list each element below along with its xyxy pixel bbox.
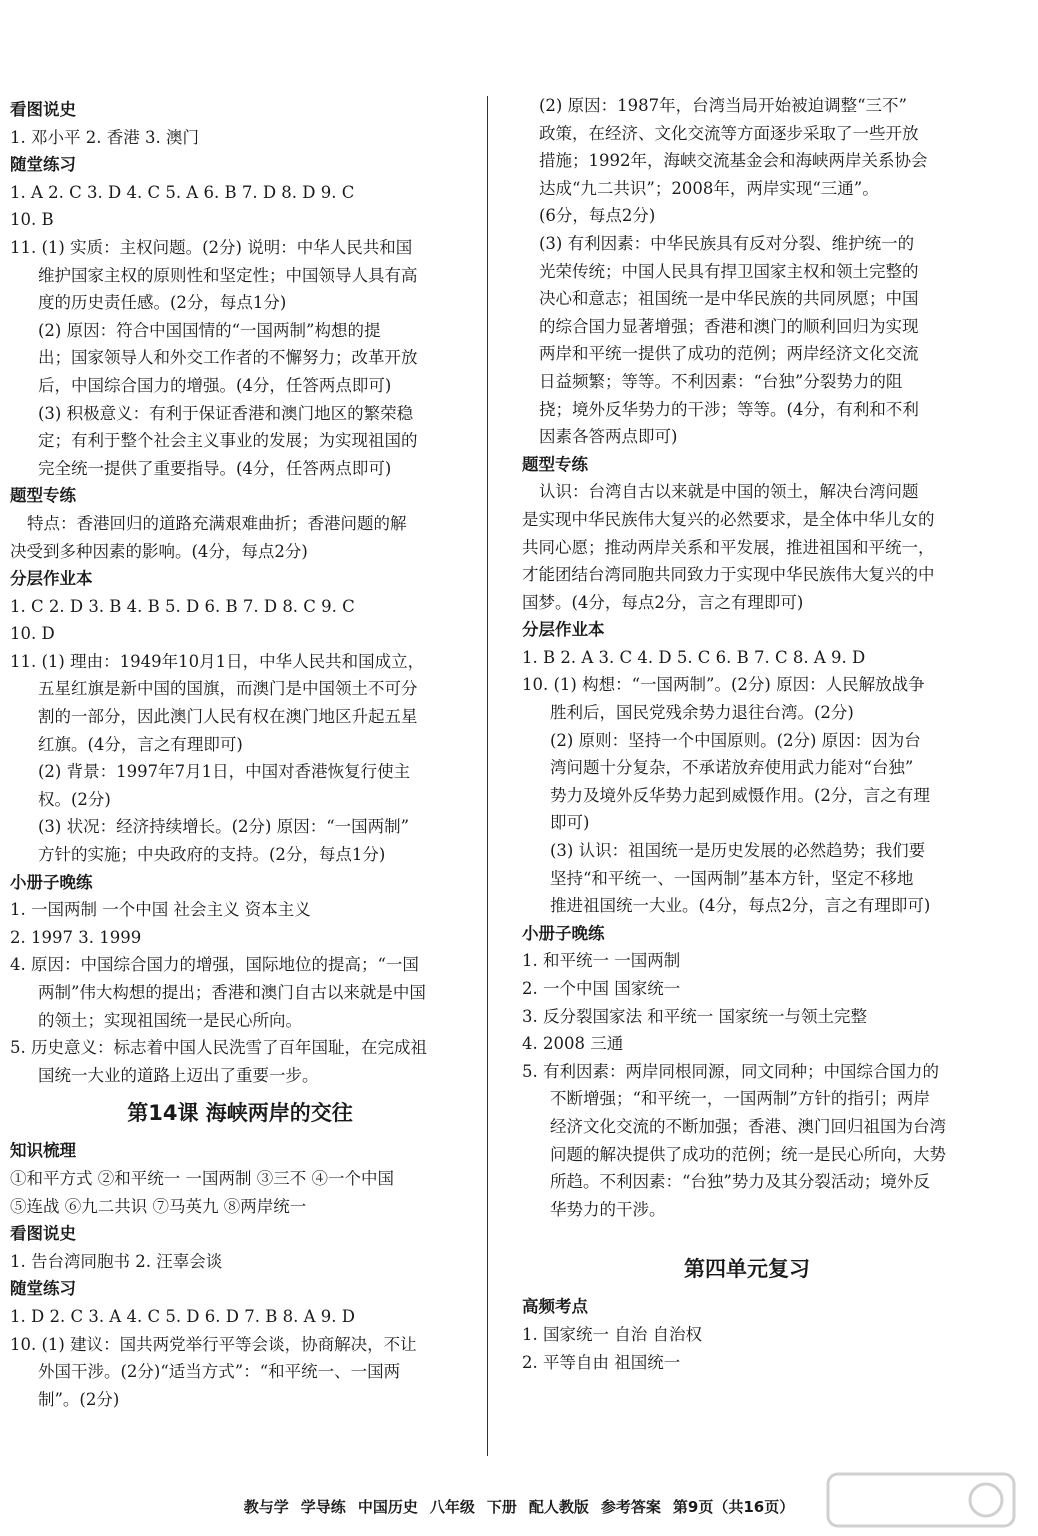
text-line: 10. B	[10, 210, 54, 230]
text-line: 推进祖国统一大业。(4分，每点2分，言之有理即可)	[550, 896, 931, 916]
text-line: 10. (1) 构想：“一国两制”。(2分) 原因：人民解放战争	[522, 675, 925, 695]
text-line: 10. D	[10, 624, 55, 644]
text-line: 1. B 2. A 3. C 4. D 5. C 6. B 7. C 8. A 9. D	[522, 647, 866, 667]
text-line: 1. A 2. C 3. D 4. C 5. A 6. B 7. D 8. D 9. C	[10, 182, 355, 202]
section-heading: 高频考点	[522, 1297, 588, 1317]
text-line: 后，中国综合国力的增强。(4分，任答两点即可)	[38, 375, 392, 395]
text-line: 4. 2008 三通	[522, 1034, 624, 1054]
text-line: 特点：香港回归的道路充满艰难曲折；香港问题的解	[27, 513, 407, 533]
left-column	[10, 96, 470, 1413]
text-line: 五星红旗是新中国的国旗，而澳门是中国领土不可分	[38, 679, 418, 699]
text-line: 是实现中华民族伟大复兴的必然要求，是全体中华儿女的	[522, 509, 935, 529]
text-line: (6分，每点2分)	[539, 206, 656, 226]
text-line: 4. 原因：中国综合国力的增强，国际地位的提高；“一国	[10, 955, 419, 975]
footer-item: 下册	[486, 1498, 517, 1516]
text-line: ⑤连战 ⑥九二共识 ⑦马英九 ⑧两岸统一	[10, 1196, 307, 1216]
right-column	[522, 92, 972, 1376]
text-line: 5. 有利因素：两岸同根同源，同文同种；中国综合国力的	[522, 1061, 939, 1081]
text-line: 湾问题十分复杂，不承诺放弃使用武力能对“台独”	[550, 758, 914, 778]
text-line: (3) 认识：祖国统一是历史发展的必然趋势；我们要	[550, 841, 926, 861]
footer-item: 配人教版	[528, 1498, 589, 1516]
text-line: 势力及境外反华势力起到威慑作用。(2分，言之有理	[550, 785, 930, 805]
text-line: 1. 告台湾同胞书 2. 汪辜会谈	[10, 1251, 223, 1271]
text-line: 国梦。(4分，每点2分，言之有理即可)	[522, 592, 804, 612]
text-line: 华势力的干涉。	[550, 1199, 666, 1219]
text-line: 割的一部分，因此澳门人民有权在澳门地区升起五星	[38, 707, 418, 727]
section-heading: 看图说史	[10, 100, 76, 119]
text-line: 达成“九二共识”；2008年，两岸实现“三通”。	[539, 178, 879, 198]
text-line: 5. 历史意义：标志着中国人民洗雪了百年国耻，在完成祖	[10, 1038, 427, 1058]
text-line: ①和平方式 ②和平统一 一国两制 ③三不 ④一个中国	[10, 1168, 394, 1188]
text-line: 坚持“和平统一、一国两制”基本方针，坚定不移地	[550, 868, 914, 888]
text-line: 胜利后，国民党残余势力退往台湾。(2分)	[550, 703, 854, 723]
text-line: 外国干涉。(2分)“适当方式”：“和平统一、一国两	[38, 1362, 401, 1382]
text-line: 11. (1) 理由：1949年10月1日，中华人民共和国成立，	[10, 651, 425, 671]
footer-item: 学导练	[300, 1498, 346, 1516]
text-line: 不断增强；“和平统一，一国两制”方针的指引；两岸	[550, 1089, 930, 1109]
text-line: 光荣传统；中国人民具有捍卫国家主权和领土完整的	[539, 261, 919, 281]
text-line: 措施；1992年，海峡交流基金会和海峡两岸关系协会	[539, 151, 928, 171]
text-line: 权。(2分)	[38, 789, 111, 809]
text-line: 方针的实施；中央政府的支持。(2分，每点1分)	[38, 845, 386, 865]
section-heading: 随堂练习	[10, 1279, 76, 1299]
footer-item: 第9页（共16页）	[672, 1498, 795, 1516]
text-line: 1. 国家统一 自治 自治权	[522, 1324, 702, 1344]
footer-item: 参考答案	[600, 1498, 661, 1516]
section-heading: 知识梳理	[10, 1141, 76, 1161]
text-line	[522, 1223, 972, 1245]
text-line: 才能团结台湾同胞共同致力于实现中华民族伟大复兴的中	[522, 565, 935, 585]
text-line: 10. (1) 建议：国共两党举行平等会谈，协商解决，不让	[10, 1334, 417, 1354]
text-line: 决受到多种因素的影响。(4分，每点2分)	[10, 541, 308, 561]
text-line: 2. 1997 3. 1999	[10, 927, 142, 947]
text-line: 红旗。(4分，言之有理即可)	[38, 734, 243, 754]
section-heading: 随堂练习	[10, 155, 76, 175]
text-line: 日益频繁；等等。不利因素：“台独”分裂势力的阻	[539, 371, 903, 391]
text-line: 1. D 2. C 3. A 4. C 5. D 6. D 7. B 8. A 9. D	[10, 1306, 355, 1326]
text-line: 维护国家主权的原则性和坚定性；中国领导人具有高	[38, 265, 418, 285]
section-heading: 小册子晚练	[522, 923, 605, 943]
text-line: 因素各答两点即可)	[539, 427, 678, 447]
text-line: 度的历史责任感。(2分，每点1分)	[38, 293, 287, 313]
text-line: 挠；境外反华势力的干涉；等等。(4分，有利和不利	[539, 399, 919, 419]
text-line: (3) 积极意义：有利于保证香港和澳门地区的繁荣稳	[38, 403, 414, 423]
footer-item: 教与学	[243, 1498, 289, 1516]
text-line: (3) 有利因素：中华民族具有反对分裂、维护统一的	[539, 233, 915, 253]
text-line: 决心和意志；祖国统一是中华民族的共同夙愿；中国	[539, 289, 919, 309]
text-line: (3) 状况：经济持续增长。(2分) 原因：“一国两制”	[38, 817, 410, 837]
text-line: (2) 原因：符合中国国情的“一国两制”构想的提	[38, 320, 381, 340]
text-line: 出；国家领导人和外交工作者的不懈努力；改革开放	[38, 348, 418, 368]
text-line: 的领土；实现祖国统一是民心所向。	[38, 1010, 302, 1030]
section-heading: 题型专练	[522, 454, 588, 474]
section-heading: 小册子晚练	[10, 872, 93, 892]
text-line: 1. C 2. D 3. B 4. B 5. D 6. B 7. D 8. C 9. C	[10, 596, 355, 616]
text-line: 问题的解决提供了成功的范例；统一是民心所向，大势	[550, 1144, 946, 1164]
text-line: 国统一大业的道路上迈出了重要一步。	[38, 1065, 319, 1085]
text-line: 定；有利于整个社会主义事业的发展；为实现祖国的	[38, 431, 418, 451]
text-line: 制”。(2分)	[38, 1389, 120, 1409]
text-line: 3. 反分裂国家法 和平统一 国家统一与领土完整	[522, 1006, 867, 1026]
text-line: 即可)	[550, 813, 590, 833]
text-line: 1. 和平统一 一国两制	[522, 951, 681, 971]
text-line: (2) 背景：1997年7月1日，中国对香港恢复行使主	[38, 762, 411, 782]
text-line: (2) 原因：1987年，台湾当局开始被迫调整“三不”	[539, 96, 907, 115]
footer-item: 八年级	[429, 1498, 475, 1516]
watermark-logo	[826, 1470, 1016, 1530]
section-heading: 分层作业本	[522, 620, 605, 640]
footer-item: 中国历史	[357, 1498, 418, 1516]
text-line: 认识：台湾自古以来就是中国的领土，解决台湾问题	[539, 482, 919, 502]
text-line: 11. (1) 实质：主权问题。(2分) 说明：中华人民共和国	[10, 237, 413, 257]
text-line: 所趋。不利因素：“台独”势力及其分裂活动；境外反	[550, 1172, 930, 1192]
text-line: 1. 邓小平 2. 香港 3. 澳门	[10, 127, 199, 147]
text-line: 2. 一个中国 国家统一	[522, 979, 681, 998]
section-heading: 分层作业本	[10, 569, 93, 589]
text-line: 经济文化交流的不断加强；香港、澳门回归祖国为台湾	[550, 1116, 946, 1136]
text-line: 共同心愿；推动两岸关系和平发展，推进祖国和平统一，	[522, 537, 935, 557]
column-divider	[487, 96, 488, 1456]
text-line: 完全统一提供了重要指导。(4分，任答两点即可)	[38, 458, 392, 478]
text-line: 1. 一国两制 一个中国 社会主义 资本主义	[10, 900, 311, 920]
text-line: 两岸和平统一提供了成功的范例；两岸经济文化交流	[539, 344, 919, 364]
section-title: 第14课 海峡两岸的交往	[127, 1101, 353, 1126]
section-title: 第四单元复习	[684, 1257, 810, 1282]
section-heading: 题型专练	[10, 486, 76, 506]
text-line: 的综合国力显著增强；香港和澳门的顺利回归为实现	[539, 316, 919, 336]
text-line: 政策，在经济、文化交流等方面逐步采取了一些开放	[539, 123, 919, 143]
section-heading: 看图说史	[10, 1224, 76, 1244]
text-line: 2. 平等自由 祖国统一	[522, 1352, 681, 1372]
text-line: (2) 原则：坚持一个中国原则。(2分) 原因：因为台	[550, 730, 921, 750]
text-line: 两制”伟大构想的提出；香港和澳门自古以来就是中国	[38, 983, 426, 1002]
